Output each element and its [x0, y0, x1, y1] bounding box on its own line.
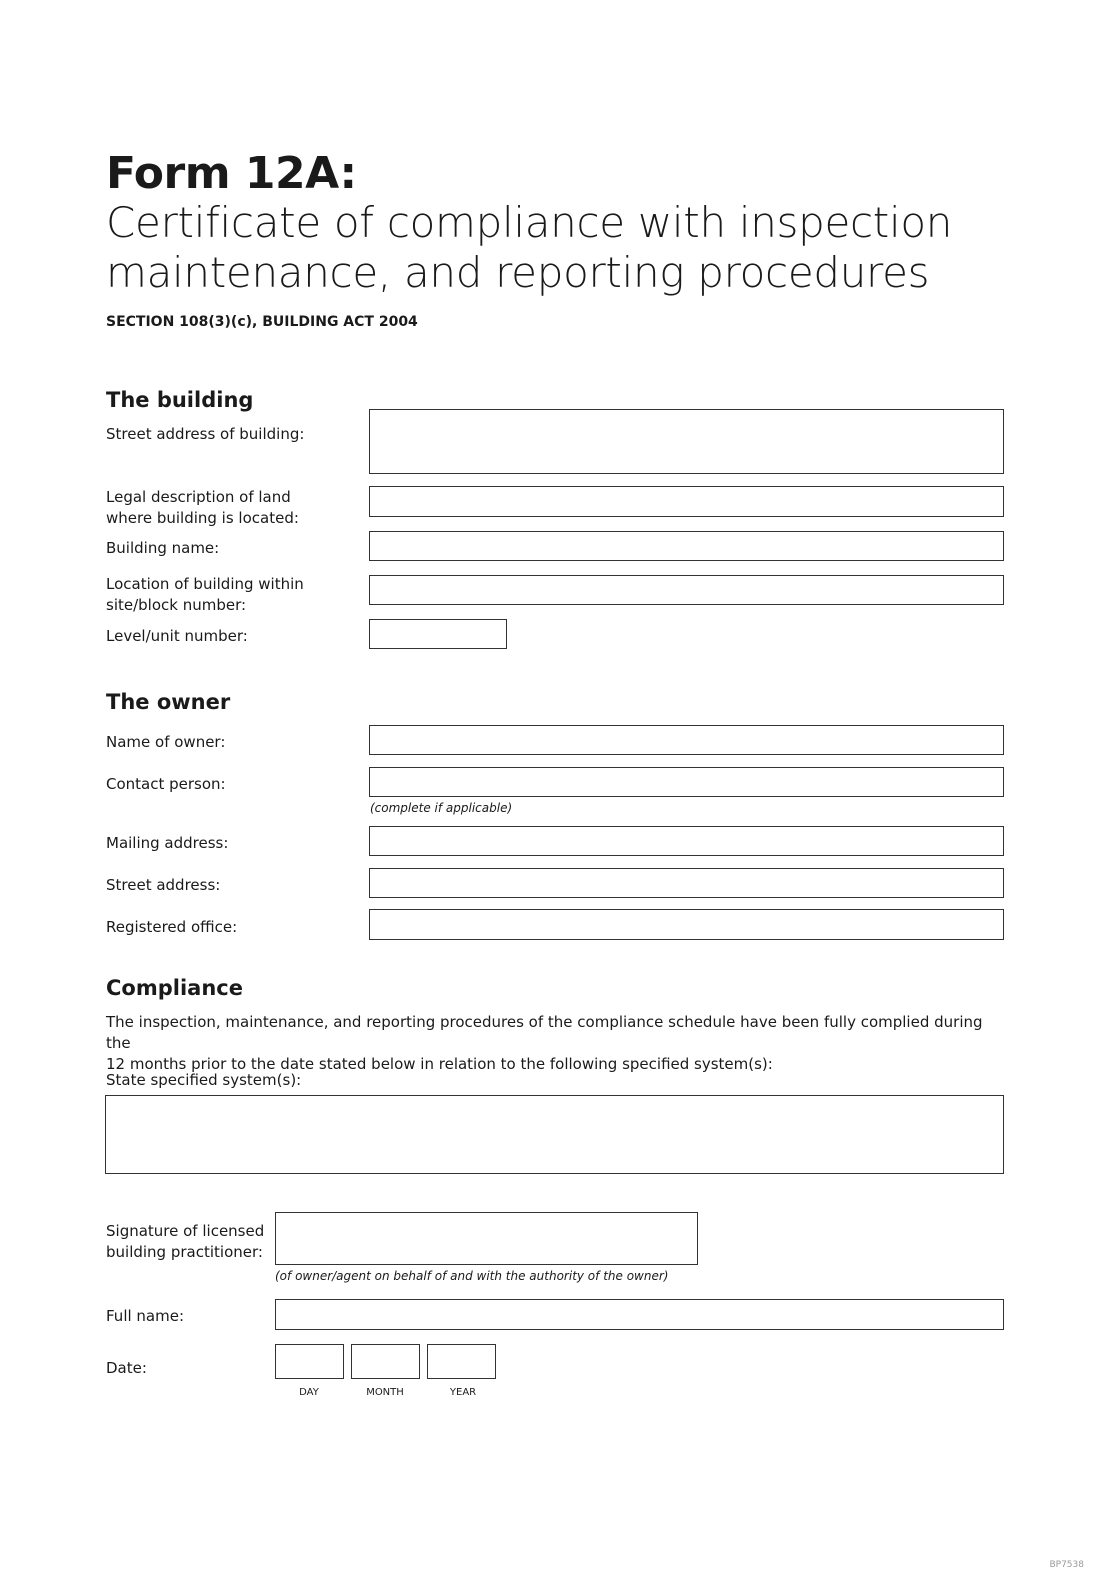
specified-systems-label: State specified system(s):	[106, 1071, 302, 1089]
street-address-building-label: Street address of building:	[106, 425, 305, 443]
owner-street-address-label: Street address:	[106, 876, 221, 894]
legal-description-label-line-2: where building is located:	[106, 509, 299, 527]
signature-hint: (of owner/agent on behalf of and with the authority of the owner)	[275, 1269, 669, 1283]
form-code: BP7538	[1049, 1560, 1084, 1570]
location-label-line-2: site/block number:	[106, 596, 247, 614]
form-number: Form 12A:	[106, 148, 357, 199]
full-name-label: Full name:	[106, 1307, 185, 1325]
compliance-paragraph-line-1: The inspection, maintenance, and reporting procedures of the compliance schedule have been fully complied during the	[106, 1013, 983, 1052]
date-day-caption: DAY	[299, 1387, 319, 1398]
signature-label-line-2: building practitioner:	[106, 1243, 263, 1261]
building-name-input[interactable]	[369, 531, 1004, 561]
specified-systems-input[interactable]	[105, 1095, 1004, 1174]
contact-person-label: Contact person:	[106, 775, 226, 793]
owner-name-input[interactable]	[369, 725, 1004, 755]
building-heading: The building	[106, 388, 254, 412]
signature-label-line-1: Signature of licensed	[106, 1222, 265, 1240]
legal-description-label	[106, 487, 299, 529]
compliance-heading: Compliance	[106, 976, 243, 1000]
form-title	[106, 198, 952, 298]
owner-street-address-input[interactable]	[369, 868, 1004, 898]
location-input[interactable]	[369, 575, 1004, 605]
legal-description-input[interactable]	[369, 486, 1004, 517]
street-address-building-input[interactable]	[369, 409, 1004, 474]
contact-person-input[interactable]	[369, 767, 1004, 797]
registered-office-label: Registered office:	[106, 918, 238, 936]
date-year-caption: YEAR	[449, 1387, 477, 1398]
form-title-line-1: Certificate of compliance with inspection	[106, 198, 953, 247]
owner-name-label: Name of owner:	[106, 733, 226, 751]
location-label-line-1: Location of building within	[106, 575, 304, 593]
signature-label	[106, 1221, 264, 1263]
compliance-paragraph	[106, 1012, 986, 1075]
mailing-address-input[interactable]	[369, 826, 1004, 856]
mailing-address-label: Mailing address:	[106, 834, 229, 852]
owner-heading: The owner	[106, 690, 231, 714]
level-unit-label: Level/unit number:	[106, 627, 248, 645]
building-name-label: Building name:	[106, 539, 220, 557]
date-month-input[interactable]	[351, 1344, 420, 1379]
date-day-input[interactable]	[275, 1344, 344, 1379]
legal-description-label-line-1: Legal description of land	[106, 488, 291, 506]
level-unit-input[interactable]	[369, 619, 507, 649]
contact-person-hint: (complete if applicable)	[370, 801, 513, 815]
full-name-input[interactable]	[275, 1299, 1004, 1330]
signature-box[interactable]	[275, 1212, 698, 1265]
location-label	[106, 574, 304, 616]
date-month-caption: MONTH	[366, 1387, 404, 1398]
section-reference: SECTION 108(3)(c), BUILDING ACT 2004	[106, 314, 418, 330]
date-year-input[interactable]	[427, 1344, 496, 1379]
compliance-paragraph-line-2: 12 months prior to the date stated below in relation to the following specified system(s):	[106, 1055, 773, 1073]
form-title-line-2: maintenance, and reporting procedures	[106, 248, 930, 297]
registered-office-input[interactable]	[369, 909, 1004, 940]
date-label: Date:	[106, 1359, 147, 1377]
